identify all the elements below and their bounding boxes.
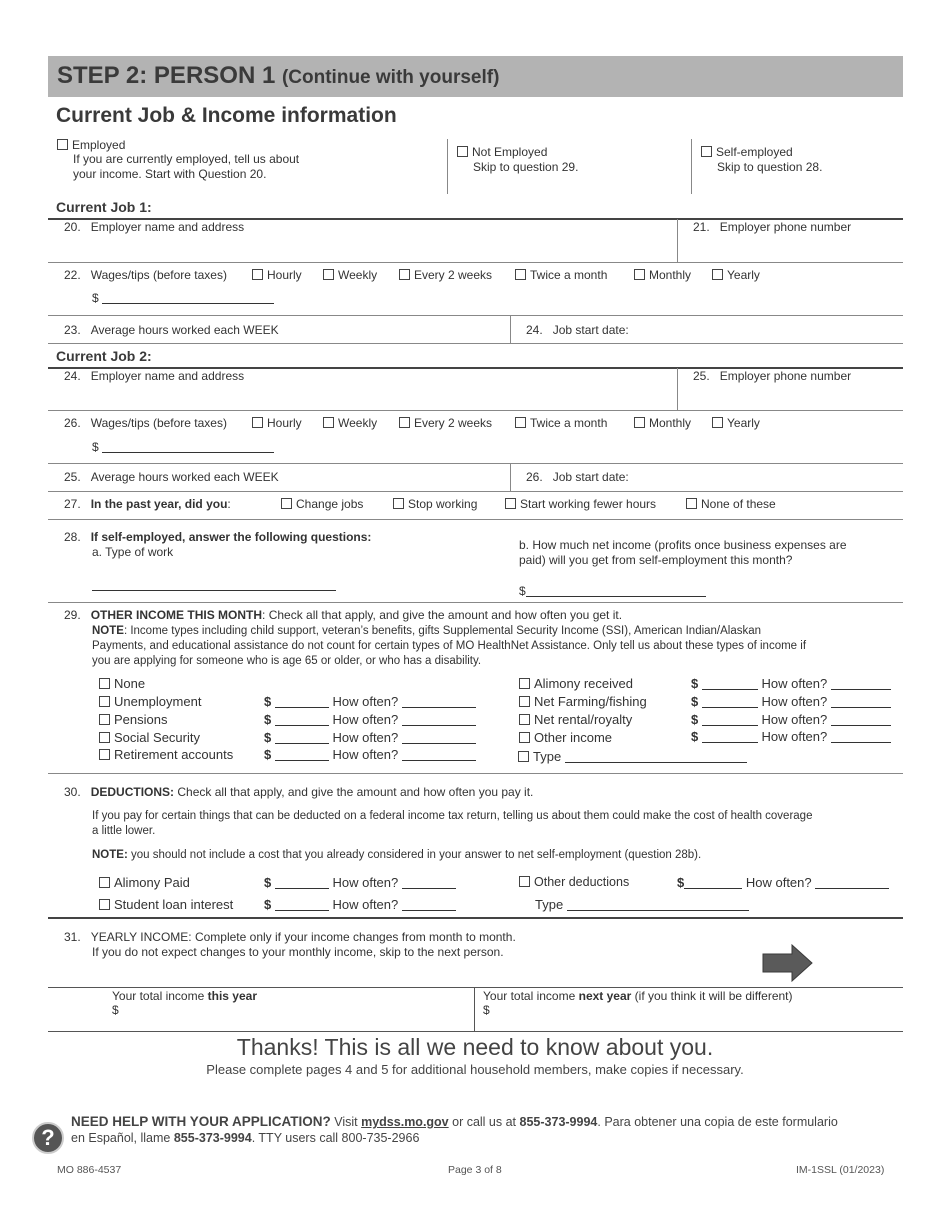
checkbox[interactable] <box>252 417 263 428</box>
job1-hours-field[interactable]: 23. Average hours worked each WEEK <box>64 323 279 337</box>
form-number: MO 886-4537 <box>57 1164 122 1176</box>
checkbox[interactable] <box>399 417 410 428</box>
job2-employer-field[interactable]: 24. Employer name and address <box>64 369 245 383</box>
checkbox[interactable] <box>99 696 110 707</box>
checkbox[interactable] <box>99 899 110 910</box>
q27-stop-working[interactable]: Stop working <box>393 497 477 511</box>
q29-type-field[interactable]: Type <box>518 749 747 764</box>
employed-note: If you are currently employed, tell us about your income. Start with Question 20. <box>73 152 300 181</box>
job2-start-date-field[interactable]: 26. Job start date: <box>526 470 629 484</box>
q28b-label: b. How much net income (profits once business expenses are paid) will you get from self-employment this month? <box>519 538 847 567</box>
self-employed-option[interactable]: Self-employed Skip to question 28. <box>701 145 822 175</box>
checkbox[interactable] <box>505 498 516 509</box>
checkbox[interactable] <box>519 714 530 725</box>
q29-retirement-amount[interactable]: $ How often? <box>264 747 476 762</box>
next-year-income-field[interactable]: Your total income next year (if you think it will be different) $ <box>483 989 793 1017</box>
thanks-subtitle: Please complete pages 4 and 5 for additional household members, make copies if necessary. <box>206 1062 744 1077</box>
q27-label: 27. In the past year, did you: <box>64 497 231 511</box>
checkbox[interactable] <box>519 696 530 707</box>
checkbox[interactable] <box>519 876 530 887</box>
job1-start-date-field[interactable]: 24. Job start date: <box>526 323 629 337</box>
job2-freq-hourly[interactable]: Hourly <box>252 416 302 430</box>
q29-unemployment-amount[interactable]: $ How often? <box>264 694 476 709</box>
checkbox[interactable] <box>515 417 526 428</box>
checkbox[interactable] <box>393 498 404 509</box>
q29-net-farming[interactable]: Net Farming/fishing <box>519 694 647 709</box>
job2-freq-yearly[interactable]: Yearly <box>712 416 760 430</box>
page-number: Page 3 of 8 <box>448 1164 502 1176</box>
q29-social-security-amount[interactable]: $ How often? <box>264 730 476 745</box>
this-year-income-field[interactable]: Your total income this year $ <box>112 989 257 1017</box>
q28-label: 28. If self-employed, answer the following questions: a. Type of work <box>64 530 372 559</box>
job1-employer-field[interactable]: 20. Employer name and address <box>64 220 245 234</box>
q29-social-security[interactable]: Social Security <box>99 730 200 745</box>
q31-label: 31. YEARLY INCOME: Complete only if your income changes from month to month. If you do not expect changes to your monthly income, skip to the next person. <box>64 930 516 959</box>
job1-freq-monthly[interactable]: Monthly <box>634 268 691 282</box>
q28b-amount-input[interactable]: $ <box>519 584 706 598</box>
q30-label: 30. DEDUCTIONS: Check all that apply, and give the amount and how often you pay it. <box>64 785 534 799</box>
help-website-link[interactable]: mydss.mo.gov <box>361 1115 449 1129</box>
job2-freq-every2[interactable]: Every 2 weeks <box>399 416 492 430</box>
q30-type-field[interactable]: Type <box>535 897 749 912</box>
q30-other-amount[interactable]: $ How often? <box>677 875 889 890</box>
job2-hours-field[interactable]: 25. Average hours worked each WEEK <box>64 470 279 484</box>
not-employed-option[interactable]: Not Employed Skip to question 29. <box>457 145 578 175</box>
not-employed-checkbox[interactable] <box>457 146 468 157</box>
form-version: IM-1SSL (01/2023) <box>796 1164 885 1176</box>
job1-wage-amount[interactable]: $ <box>92 291 274 305</box>
help-icon: ? <box>32 1122 64 1154</box>
q29-alimony-received[interactable]: Alimony received <box>519 676 633 691</box>
help-text: NEED HELP WITH YOUR APPLICATION? Visit mydss.mo.gov or call us at 855-373-9994. Para obtener una copia de este formulario en Español, llame 855-373-9994. TTY users call 800-735-2966 <box>71 1114 838 1145</box>
checkbox[interactable] <box>99 714 110 725</box>
job1-wages-label: 22. Wages/tips (before taxes) <box>64 268 227 282</box>
step-subtitle: (Continue with yourself) <box>281 67 500 88</box>
q29-alimony-amount[interactable]: $ How often? <box>691 676 891 691</box>
checkbox[interactable] <box>99 877 110 888</box>
job2-freq-twice[interactable]: Twice a month <box>515 416 607 430</box>
checkbox[interactable] <box>686 498 697 509</box>
checkbox[interactable] <box>518 751 529 762</box>
checkbox[interactable] <box>281 498 292 509</box>
checkbox[interactable] <box>252 269 263 280</box>
job1-freq-twice[interactable]: Twice a month <box>515 268 607 282</box>
q29-pensions[interactable]: Pensions <box>99 712 167 727</box>
q27-change-jobs[interactable]: Change jobs <box>281 497 363 511</box>
q29-unemployment[interactable]: Unemployment <box>99 694 201 709</box>
q30-alimony-amount[interactable]: $ How often? <box>264 875 456 890</box>
checkbox[interactable] <box>519 732 530 743</box>
employed-checkbox[interactable] <box>57 139 68 150</box>
q29-none[interactable]: None <box>99 676 145 691</box>
checkbox[interactable] <box>519 678 530 689</box>
checkbox[interactable] <box>634 269 645 280</box>
job1-freq-weekly[interactable]: Weekly <box>323 268 377 282</box>
job2-wages-label: 26. Wages/tips (before taxes) <box>64 416 227 430</box>
q29-other-income[interactable]: Other income <box>519 730 612 745</box>
q30-student-loan-amount[interactable]: $ How often? <box>264 897 456 912</box>
job1-title: Current Job 1: <box>56 199 152 215</box>
job2-title: Current Job 2: <box>56 348 152 364</box>
q30-other-deductions[interactable]: Other deductions <box>519 875 629 889</box>
job1-freq-yearly[interactable]: Yearly <box>712 268 760 282</box>
q29-label: 29. OTHER INCOME THIS MONTH: Check all that apply, and give the amount and how often you get it. <box>64 608 623 622</box>
checkbox[interactable] <box>99 678 110 689</box>
self-employed-checkbox[interactable] <box>701 146 712 157</box>
checkbox[interactable] <box>99 749 110 760</box>
q29-other-income-amount[interactable]: $ How often? <box>691 729 891 744</box>
employed-option[interactable]: Employed <box>57 138 125 152</box>
q30-student-loan[interactable]: Student loan interest <box>99 897 233 912</box>
job2-wage-amount[interactable]: $ <box>92 440 274 454</box>
checkbox[interactable] <box>323 269 334 280</box>
job1-freq-every2[interactable]: Every 2 weeks <box>399 268 492 282</box>
section-title: Current Job & Income information <box>56 104 397 127</box>
job1-freq-hourly[interactable]: Hourly <box>252 268 302 282</box>
q30-alimony-paid[interactable]: Alimony Paid <box>99 875 190 890</box>
step-title: STEP 2: PERSON 1 (Continue with yourself) <box>57 62 500 89</box>
checkbox[interactable] <box>399 269 410 280</box>
job1-phone-field[interactable]: 21. Employer phone number <box>693 220 852 234</box>
job2-freq-weekly[interactable]: Weekly <box>323 416 377 430</box>
checkbox[interactable] <box>515 269 526 280</box>
checkbox[interactable] <box>634 417 645 428</box>
next-arrow-icon <box>762 944 814 982</box>
q29-note: NOTE: Income types including child support, veteran’s benefits, gifts Supplemental Security Income (SSI), American Indian/Alaskan Payments, and educational assistance do not count for certain types of MO HealthNet Assistance. Only tell us about these types of income if you are applying for someone who is age 65 or older, or who has a disability. <box>92 625 807 667</box>
q30-paragraph: If you pay for certain things that can be deducted on a federal income tax return, telling us about them could make the cost of health coverage a little lower. <box>92 810 813 837</box>
q28a-type-input[interactable] <box>92 578 336 592</box>
q29-net-rental-amount[interactable]: $ How often? <box>691 712 891 727</box>
checkbox[interactable] <box>712 417 723 428</box>
thanks-title: Thanks! This is all we need to know about you. <box>236 1034 714 1060</box>
q29-net-rental[interactable]: Net rental/royalty <box>519 712 632 727</box>
checkbox[interactable] <box>712 269 723 280</box>
checkbox[interactable] <box>323 417 334 428</box>
job2-phone-field[interactable]: 25. Employer phone number <box>693 369 852 383</box>
q30-note: NOTE: you should not include a cost that you already considered in your answer to net self-employment (question 28b). <box>92 849 702 861</box>
q29-net-farming-amount[interactable]: $ How often? <box>691 694 891 709</box>
checkbox[interactable] <box>99 732 110 743</box>
q27-fewer-hours[interactable]: Start working fewer hours <box>505 497 656 511</box>
q29-pensions-amount[interactable]: $ How often? <box>264 712 476 727</box>
q27-none[interactable]: None of these <box>686 497 776 511</box>
job2-freq-monthly[interactable]: Monthly <box>634 416 691 430</box>
q29-retirement[interactable]: Retirement accounts <box>99 747 233 762</box>
